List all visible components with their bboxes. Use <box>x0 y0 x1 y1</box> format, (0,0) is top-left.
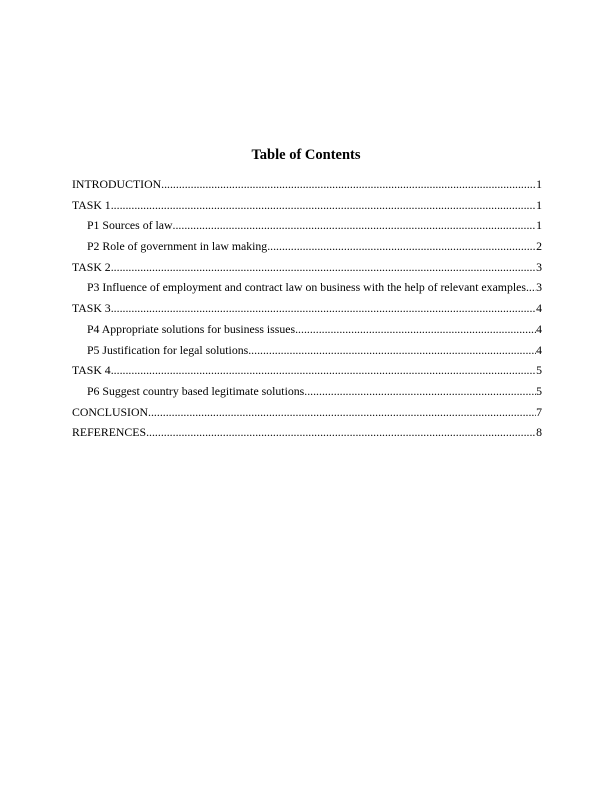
toc-entry-p5[interactable] <box>72 340 542 361</box>
toc-entry-label: TASK 3 <box>72 301 111 316</box>
toc-entry-introduction[interactable] <box>72 174 542 195</box>
toc-entry-label: P4 Appropriate solutions for business issues <box>87 321 296 336</box>
toc-entry-label: P2 Role of government in law making <box>87 239 268 254</box>
toc-entry-task-3[interactable] <box>72 298 542 319</box>
toc-entry-label: P1 Sources of law <box>87 218 173 233</box>
toc-page-number: 5 <box>536 383 542 398</box>
toc-page-number: 4 <box>536 342 542 357</box>
toc-page-number: 1 <box>536 218 542 233</box>
toc-dot-leader <box>173 215 537 236</box>
toc-entry-label: TASK 2 <box>72 259 111 274</box>
toc-dot-leader <box>267 236 536 257</box>
toc-list <box>72 174 542 443</box>
toc-page-number: 3 <box>536 259 542 274</box>
toc-entry-references[interactable] <box>72 422 542 443</box>
toc-entry-task-1[interactable] <box>72 195 542 216</box>
toc-entry-label: CONCLUSION <box>72 404 149 419</box>
toc-entry-p1[interactable] <box>72 215 542 236</box>
toc-page-number: 3 <box>536 280 542 295</box>
toc-entry-p4[interactable] <box>72 319 542 340</box>
toc-page-number: 7 <box>536 404 542 419</box>
toc-entry-label: TASK 4 <box>72 363 111 378</box>
toc-dot-leader <box>111 360 536 381</box>
toc-entry-label: P3 Influence of employment and contract law on business with the help of relevant examples <box>87 280 526 295</box>
toc-page-number: 1 <box>536 197 542 212</box>
toc-page-number: 1 <box>536 177 542 191</box>
toc-entry-label: INTRODUCTION <box>72 177 162 191</box>
toc-dot-leader <box>526 277 536 298</box>
toc-dot-leader <box>111 195 536 216</box>
toc-title: Table of Contents <box>251 147 361 163</box>
toc-entry-label: REFERENCES <box>72 425 147 440</box>
toc-entry-p2[interactable] <box>72 236 542 257</box>
toc-page-number: 8 <box>536 425 542 440</box>
toc-dot-leader <box>146 422 536 443</box>
toc-page-number: 2 <box>536 239 542 254</box>
toc-entry-label: P6 Suggest country based legitimate solutions <box>87 383 305 398</box>
toc-dot-leader <box>148 402 536 423</box>
toc-dot-leader <box>295 319 536 340</box>
toc-dot-leader <box>111 257 536 278</box>
toc-dot-leader <box>111 298 536 319</box>
toc-entry-label: P5 Justification for legal solutions <box>87 342 249 357</box>
toc-page-number: 4 <box>536 301 542 316</box>
toc-dot-leader <box>248 340 536 361</box>
toc-dot-leader <box>161 174 536 195</box>
toc-entry-label: TASK 1 <box>72 197 111 212</box>
toc-page-number: 5 <box>536 363 542 378</box>
toc-entry-task-2[interactable] <box>72 257 542 278</box>
toc-entry-p6[interactable] <box>72 381 542 402</box>
toc-entry-task-4[interactable] <box>72 360 542 381</box>
toc-page-number: 4 <box>536 321 542 336</box>
toc-entry-p3[interactable] <box>72 277 542 298</box>
toc-dot-leader <box>304 381 536 402</box>
toc-entry-conclusion[interactable] <box>72 402 542 423</box>
